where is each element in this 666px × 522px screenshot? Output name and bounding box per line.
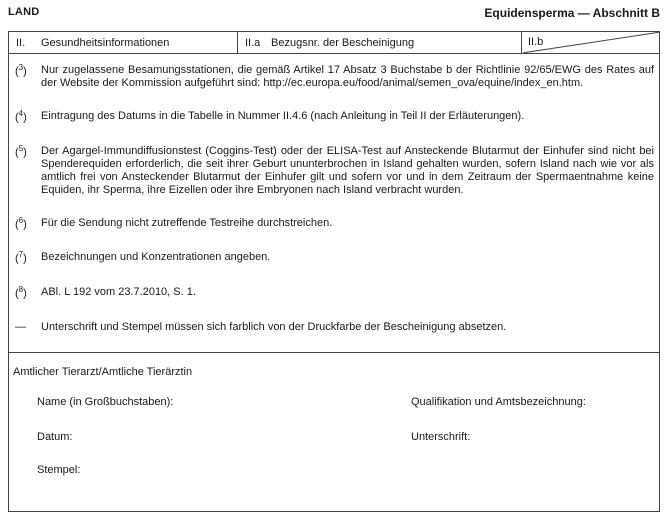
footnote-row [15, 64, 654, 90]
country-label: LAND [8, 6, 40, 18]
page-header [8, 6, 660, 20]
section-number: II.a [245, 36, 261, 49]
section-number: II. [16, 36, 26, 49]
footnote-text: Der Agargel-Immundiffusionstest (Coggins-Test) oder der ELISA-Test auf Ansteckende Blutarmut der Einhufer sind nicht bei Spenderequiden erforderlich, die seit ihrer Geburt ununterbrochen in Island gehalten wurden, sofern Island nach wie vor als amtlich frei von Ansteckender Blutarmut der Einhufer gilt und sofern vor und in dem Zeitraum der Spermaentnahme keine Equiden, ihr Sperma, ihre Eizellen oder ihre Embryonen nach Island verbracht wurden. [41, 144, 654, 196]
field-row [13, 431, 653, 444]
footnote-row [15, 251, 654, 266]
footnote-text: Unterschrift und Stempel müssen sich farblich von der Druckfarbe der Bescheinigung absetzen. [41, 320, 507, 333]
header-cell-iib [522, 32, 659, 53]
footnote-row [15, 217, 654, 232]
footnote-row [15, 145, 654, 197]
footnote-marker: ($^8$) [15, 284, 27, 300]
footnote-marker: ($^7$) [15, 250, 27, 265]
section-number: II.b [528, 36, 544, 48]
field-row [13, 396, 653, 409]
footnote-text: Eintragung des Datums in die Tabelle in Nummer II.4.6 (nach Anleitung in Teil II der Erläuterungen). [41, 110, 525, 122]
signature-section [9, 353, 659, 511]
field-row [13, 464, 653, 477]
footnote-row [15, 110, 654, 125]
footnote-text: Bezeichnungen und Konzentrationen angeben. [41, 251, 271, 264]
stamp-field-label: Stempel: [37, 464, 81, 476]
footnote-marker: ($^3$) [15, 63, 27, 78]
footnotes-list [15, 64, 654, 334]
footnote-marker: ($^6$) [15, 215, 27, 231]
header-cell-health-info [9, 32, 238, 53]
footnote-marker: ($^4$) [15, 109, 27, 124]
section-label: Bezugsnr. der Bescheinigung [271, 36, 415, 49]
footnotes-section [9, 54, 659, 353]
form-table [8, 31, 660, 512]
document-title: Equidensperma — Abschnitt B [484, 6, 660, 20]
qualification-field-label: Qualifikation und Amtsbezeichnung: [411, 396, 586, 408]
table-header-row [9, 32, 659, 54]
name-field-label: Name (in Großbuchstaben): [37, 396, 174, 408]
footnote-marker: ($^5$) [15, 143, 27, 159]
veterinarian-title: Amtlicher Tierarzt/Amtliche Tierärztin [13, 366, 193, 378]
footnote-row [15, 321, 654, 334]
footnote-text: Nur zugelassene Besamungsstationen, die gemäß Artikel 17 Absatz 3 Buchstabe b der Richtlinie 92/65/EWG des Rates auf der Website der Kommission aufgeführt sind: http://ec.europa.eu/food/animal/semen_ova/equine/index_en.htm. [41, 64, 654, 89]
date-field-label: Datum: [37, 431, 73, 443]
signature-field-label: Unterschrift: [411, 431, 471, 443]
footnote-marker: — [15, 320, 26, 333]
section-label: Gesundheitsinformationen [41, 36, 170, 49]
footnote-text: Für die Sendung nicht zutreffende Testreihe durchstreichen. [41, 216, 333, 229]
header-cell-reference-number [238, 32, 522, 53]
footnote-text: ABl. L 192 vom 23.7.2010, S. 1. [41, 285, 196, 298]
footnote-row [15, 286, 654, 301]
